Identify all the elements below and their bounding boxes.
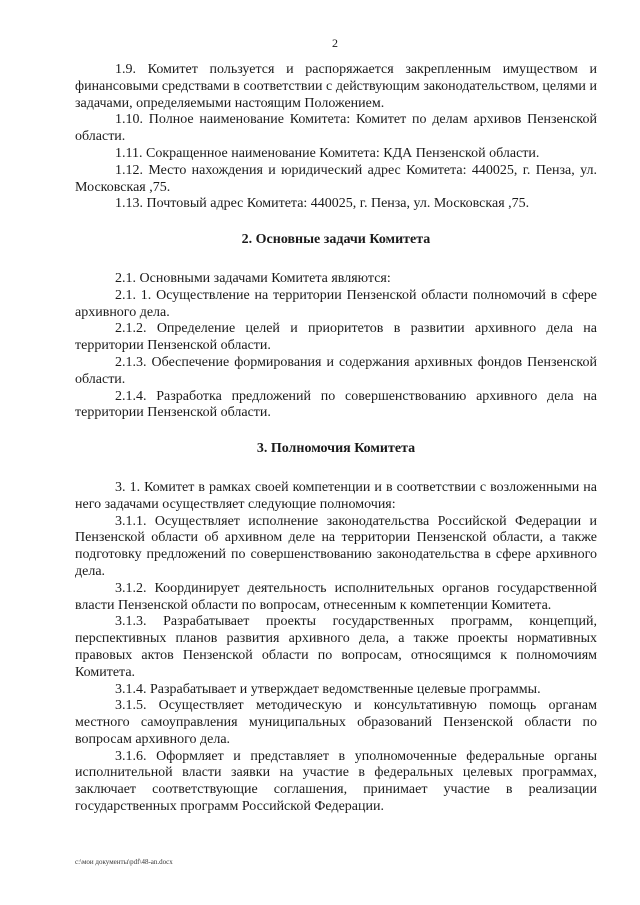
paragraph-3-1-2: 3.1.2. Координирует деятельность исполнительных органов государственной власти Пензенской области по вопросам, отнесенным к компетенции Комитета.	[75, 580, 597, 613]
paragraph-3-1-3: 3.1.3. Разрабатывает проекты государственных программ, концепций, перспективных планов развития архивного дела, а также проекты нормативных правовых актов Пензенской области по вопросам, относящимся к полномочиям Комитета.	[75, 614, 597, 680]
paragraph-1-9: 1.9. Комитет пользуется и распоряжается закрепленным имуществом и финансовыми средствами в соответствии с действующим законодательством, целями и задачами, определяемыми настоящим Положением.	[75, 62, 597, 111]
paragraph-2-1-3: 2.1.3. Обеспечение формирования и содержания архивных фондов Пензенской области.	[75, 354, 597, 387]
paragraph-1-10: 1.10. Полное наименование Комитета: Комитет по делам архивов Пензенской области.	[75, 112, 597, 145]
section-3-heading: 3. Полномочия Комитета	[256, 441, 416, 457]
paragraph-2-1-4: 2.1.4. Разработка предложений по совершенствованию архивного дела на территории Пензенской области.	[75, 388, 597, 421]
paragraph-2-1-2: 2.1.2. Определение целей и приоритетов в развитии архивного дела на территории Пензенской области.	[75, 321, 597, 354]
paragraph-1-12: 1.12. Место нахождения и юридический адрес Комитета: 440025, г. Пенза, ул. Московская ,75.	[75, 162, 597, 195]
file-path-footer: c:\мои документы\pdf\48-an.docx	[75, 858, 173, 866]
spacer	[75, 249, 597, 271]
paragraph-3-1: 3. 1. Комитет в рамках своей компетенции и в соответствии с возложенными на него задачами осуществляет следующие полномочия:	[75, 479, 597, 512]
document-body	[75, 62, 597, 816]
paragraph-3-1-5: 3.1.5. Осуществляет методическую и консультативную помощь органам местного самоуправления муниципальных образований Пензенской области по вопросам архивного дела.	[75, 698, 597, 747]
section-2-heading: 2. Основные задачи Комитета	[241, 232, 431, 248]
spacer	[75, 213, 597, 232]
paragraph-1-11: 1.11. Сокращенное наименование Комитета: КДА Пензенской области.	[115, 145, 540, 161]
spacer	[75, 422, 597, 441]
spacer	[75, 458, 597, 480]
paragraph-3-1-4: 3.1.4. Разрабатывает и утверждает ведомственные целевые программы.	[115, 681, 541, 697]
paragraph-2-1-1: 2.1. 1. Осуществление на территории Пензенской области полномочий в сфере архивного дела.	[75, 287, 597, 320]
paragraph-3-1-1: 3.1.1. Осуществляет исполнение законодательства Российской Федерации и Пензенской области об архивном деле на территории Пензенской области, а также подготовку предложений по совершенствованию законодательства в сфере архивного дела.	[75, 513, 597, 579]
paragraph-3-1-6: 3.1.6. Оформляет и представляет в уполномоченные федеральные органы исполнительной власти заявки на участие в федеральных целевых программах, заключает соответствующие соглашения, принимает участие в реализации государственных программ Российской Федерации.	[75, 748, 597, 815]
paragraph-2-1: 2.1. Основными задачами Комитета являются:	[115, 270, 391, 286]
page-number: 2	[332, 36, 338, 50]
paragraph-1-13: 1.13. Почтовый адрес Комитета: 440025, г. Пенза, ул. Московская ,75.	[115, 196, 530, 212]
